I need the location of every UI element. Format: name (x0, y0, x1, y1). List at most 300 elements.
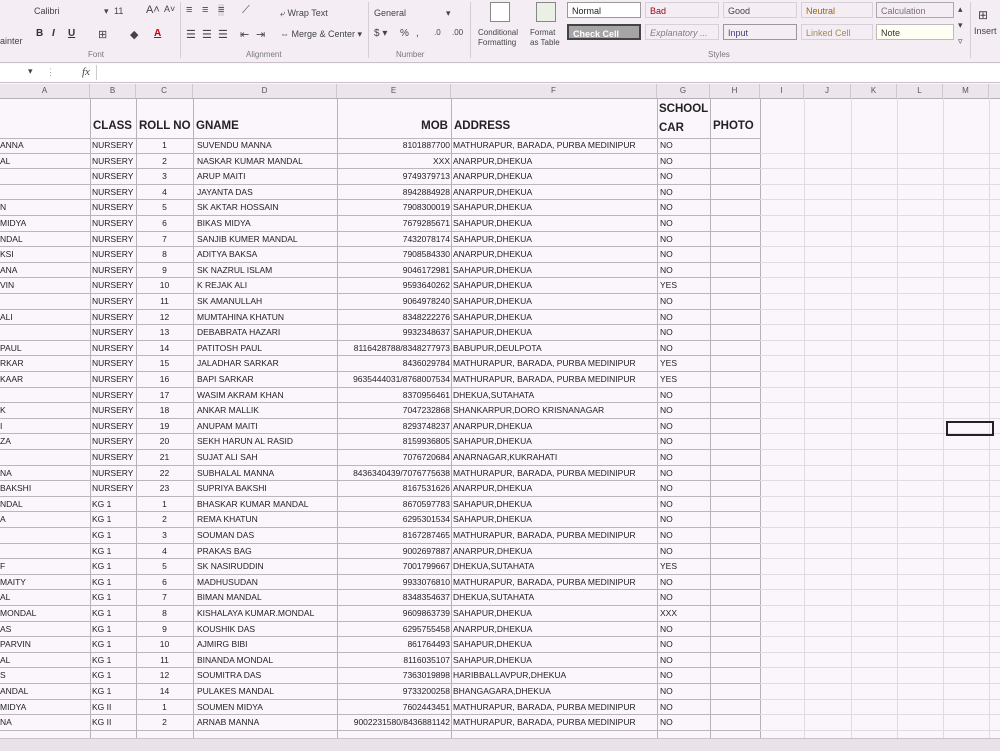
cell-class[interactable]: KG II (92, 717, 112, 728)
cell-gname[interactable]: NASKAR KUMAR MANDAL (197, 155, 303, 166)
style-bad[interactable]: Bad (645, 2, 719, 18)
fx-icon[interactable]: fx (82, 66, 90, 78)
cell-name[interactable]: MIDYA (0, 701, 27, 712)
cell-name[interactable]: PAUL (0, 342, 22, 353)
cell-school-car[interactable]: NO (660, 654, 673, 665)
style-linked-cell[interactable]: Linked Cell (801, 24, 873, 40)
cell-gname[interactable]: SK AMANULLAH (197, 296, 263, 306)
cell-gname[interactable]: REMA KHATUN (197, 514, 258, 525)
shrink-font-icon[interactable]: A˅ (164, 4, 176, 14)
cell-address[interactable]: MATHURAPUR, BARADA, PURBA MEDINIPUR (453, 530, 636, 540)
cell-address[interactable]: SAHAPUR,DHEKUA (453, 264, 532, 275)
cell-name[interactable] (0, 544, 88, 559)
percent-icon[interactable]: % (400, 28, 409, 39)
font-color-icon[interactable]: A (154, 28, 162, 39)
cell-gname[interactable]: PRAKAS BAG (197, 545, 252, 556)
cell-mob[interactable]: 7076720684 (402, 452, 450, 462)
cell-address[interactable]: MATHURAPUR, BARADA, PURBA MEDINIPUR (453, 358, 636, 369)
cell-roll-no[interactable]: 1 (162, 140, 167, 150)
cell-address[interactable]: HARIBBALLAVPUR,DHEKUA (453, 670, 567, 681)
cell-address[interactable]: SAHAPUR,DHEKUA (453, 436, 532, 447)
cell-mob[interactable]: 9635444031/8768007534 (353, 374, 450, 384)
bold-icon[interactable]: B (36, 28, 44, 39)
cell-name[interactable]: MIDYA (0, 218, 27, 228)
cell-mob[interactable]: 9064978240 (402, 296, 450, 306)
column-header-e[interactable]: E (337, 84, 451, 98)
cell-address[interactable]: BHANGAGARA,DHEKUA (453, 686, 551, 696)
name-box[interactable] (0, 66, 40, 79)
cell-mob[interactable]: XXX (432, 155, 450, 166)
cell-name[interactable] (0, 185, 88, 200)
cell-mob[interactable]: 8167531626 (402, 483, 450, 494)
cell-gname[interactable]: ANUPAM MAITI (197, 420, 258, 431)
cell-gname[interactable]: JALADHAR SARKAR (197, 358, 279, 369)
font-name-select[interactable]: Calibri (34, 6, 60, 16)
cell-school-car[interactable]: NO (660, 436, 673, 447)
cell-school-car[interactable]: NO (660, 467, 673, 478)
align-right-icon[interactable]: ☰ (218, 29, 228, 41)
cell-name[interactable]: RKAR (0, 358, 24, 369)
cell-name[interactable] (0, 388, 88, 403)
header-mob[interactable]: MOB (421, 120, 448, 132)
cell-name[interactable]: S (0, 670, 6, 681)
cell-roll-no[interactable]: 22 (159, 467, 170, 478)
cell-address[interactable]: ANARPUR,DHEKUA (453, 545, 533, 556)
cell-address[interactable]: SAHAPUR,DHEKUA (453, 498, 532, 509)
increase-decimal-icon[interactable]: .0 (434, 28, 441, 37)
decrease-indent-icon[interactable]: ⇤ (240, 29, 250, 41)
cell-mob[interactable]: 9749379713 (402, 171, 450, 182)
cell-mob[interactable]: 8348222276 (402, 311, 450, 322)
fill-color-icon[interactable]: ◆ (130, 29, 139, 41)
cell-address[interactable]: ANARPUR,DHEKUA (453, 186, 533, 197)
cell-school-car[interactable]: NO (660, 405, 673, 416)
cell-school-car[interactable]: YES (660, 374, 678, 384)
cell-name[interactable]: KAAR (0, 374, 24, 384)
cell-roll-no[interactable]: 9 (162, 623, 167, 634)
column-header-b[interactable]: B (90, 84, 136, 98)
column-header-d[interactable]: D (193, 84, 337, 98)
cell-address[interactable]: DHEKUA,SUTAHATA (453, 561, 535, 572)
cell-school-car[interactable]: NO (660, 639, 673, 650)
horizontal-scrollbar[interactable] (0, 738, 1000, 751)
cell-address[interactable]: ANARPUR,DHEKUA (453, 483, 533, 494)
cell-class[interactable]: KG 1 (92, 608, 112, 618)
header-address[interactable]: ADDRESS (454, 120, 511, 132)
cell-school-car[interactable]: NO (660, 483, 673, 494)
cell-address[interactable]: SAHAPUR,DHEKUA (453, 608, 532, 618)
cell-class[interactable]: NURSERY (92, 358, 134, 369)
merge-center-button[interactable]: ⇔ Merge & Center ▾ (280, 29, 363, 39)
header-photo[interactable]: PHOTO (713, 120, 754, 132)
column-header-m[interactable]: M (943, 84, 989, 98)
cell-school-car[interactable]: NO (660, 155, 673, 166)
cell-name[interactable]: BAKSHI (0, 483, 32, 494)
cell-name[interactable] (0, 294, 88, 309)
cell-gname[interactable]: SUVENDU MANNA (197, 140, 272, 150)
cell-roll-no[interactable]: 14 (159, 686, 170, 696)
cell-address[interactable]: SHANKARPUR,DORO KRISNANAGAR (453, 405, 605, 416)
cell-roll-no[interactable]: 21 (159, 452, 170, 462)
cell-name[interactable]: F (0, 561, 6, 572)
italic-icon[interactable]: I (52, 28, 55, 39)
cell-address[interactable]: ANARPUR,DHEKUA (453, 171, 533, 182)
cell-gname[interactable]: SK AKTAR HOSSAIN (197, 202, 279, 213)
column-header-c[interactable]: C (136, 84, 193, 98)
cell-class[interactable]: NURSERY (92, 218, 134, 228)
cell-class[interactable]: NURSERY (92, 483, 134, 494)
cell-roll-no[interactable]: 10 (159, 639, 170, 650)
cell-gname[interactable]: MADHUSUDAN (197, 576, 258, 587)
cell-roll-no[interactable]: 13 (159, 327, 170, 338)
cell-gname[interactable]: SOUMEN MIDYA (197, 701, 263, 712)
cell-address[interactable]: MATHURAPUR, BARADA, PURBA MEDINIPUR (453, 717, 636, 728)
align-top-icon[interactable]: ≡ (186, 4, 193, 16)
cell-roll-no[interactable]: 17 (159, 389, 170, 400)
cell-school-car[interactable]: NO (660, 202, 673, 213)
cell-class[interactable]: NURSERY (92, 389, 134, 400)
cell-address[interactable]: ANARPUR,DHEKUA (453, 155, 533, 166)
cell-name[interactable]: N (0, 202, 7, 213)
column-header-i[interactable]: I (760, 84, 804, 98)
column-header-g[interactable]: G (657, 84, 710, 98)
cell-mob[interactable]: 7047232868 (402, 405, 450, 416)
currency-icon[interactable]: $ ▾ (374, 28, 388, 39)
cell-roll-no[interactable]: 2 (162, 717, 167, 728)
cell-address[interactable]: ANARPUR,DHEKUA (453, 249, 533, 260)
cell-mob[interactable]: 8116035107 (403, 654, 450, 665)
cell-school-car[interactable]: YES (660, 358, 678, 369)
cell-address[interactable]: ANARNAGAR,KUKRAHATI (453, 452, 558, 462)
cell-gname[interactable]: SK NAZRUL ISLAM (197, 264, 273, 275)
font-size-select[interactable]: 11 (114, 6, 124, 16)
cell-class[interactable]: KG 1 (92, 686, 112, 696)
cell-class[interactable]: KG II (92, 701, 112, 712)
cell-mob[interactable]: 7001799667 (402, 561, 450, 572)
cell-address[interactable]: SAHAPUR,DHEKUA (453, 202, 532, 213)
cell-address[interactable]: MATHURAPUR, BARADA, PURBA MEDINIPUR (453, 467, 636, 478)
cell-school-car[interactable]: NO (660, 233, 673, 244)
borders-icon[interactable]: ⊞ (98, 29, 108, 41)
cell-name[interactable] (0, 450, 88, 465)
cell-roll-no[interactable]: 7 (162, 592, 167, 603)
cell-gname[interactable]: ANKAR MALLIK (197, 405, 259, 416)
cell-address[interactable]: SAHAPUR,DHEKUA (453, 218, 532, 228)
cell-name[interactable] (0, 325, 88, 340)
header-class[interactable]: CLASS (93, 120, 132, 132)
formula-input[interactable] (96, 65, 997, 80)
cell-address[interactable]: SAHAPUR,DHEKUA (453, 296, 532, 306)
cell-roll-no[interactable]: 9 (162, 264, 167, 275)
cell-gname[interactable]: JAYANTA DAS (197, 186, 253, 197)
cell-roll-no[interactable]: 23 (159, 483, 170, 494)
cell-school-car[interactable]: NO (660, 514, 673, 525)
cell-gname[interactable]: AJMIRG BIBI (197, 639, 248, 650)
column-header-j[interactable]: J (804, 84, 851, 98)
style-note[interactable]: Note (876, 24, 954, 40)
cell-school-car[interactable]: YES (660, 561, 678, 572)
cell-gname[interactable]: ADITYA BAKSA (197, 249, 258, 260)
cell-gname[interactable]: SOUMAN DAS (197, 530, 255, 540)
cell-gname[interactable]: SUJAT ALI SAH (197, 452, 258, 462)
cell-address[interactable]: MATHURAPUR, BARADA, PURBA MEDINIPUR (453, 576, 636, 587)
cell-mob[interactable]: 8436340439/7076775638 (353, 467, 450, 478)
cell-mob[interactable]: 9609863739 (402, 608, 450, 618)
cell-name[interactable]: ANNA (0, 140, 24, 150)
style-calculation[interactable]: Calculation (876, 2, 954, 18)
cell-address[interactable]: MATHURAPUR, BARADA, PURBA MEDINIPUR (453, 701, 636, 712)
cell-class[interactable]: NURSERY (92, 233, 134, 244)
cell-mob[interactable]: 7679285671 (402, 218, 450, 228)
cell-class[interactable]: KG 1 (92, 623, 112, 634)
cell-address[interactable]: BABUPUR,DEULPOTA (453, 342, 542, 353)
cell-roll-no[interactable]: 5 (162, 561, 167, 572)
cell-name[interactable]: AL (0, 155, 11, 166)
chevron-down-icon[interactable]: ▾ (446, 8, 451, 18)
cell-school-car[interactable]: NO (660, 171, 673, 182)
cell-mob[interactable]: 8348354637 (402, 592, 450, 603)
cell-name[interactable]: NA (0, 717, 12, 728)
cell-school-car[interactable]: XXX (660, 608, 678, 618)
cell-school-car[interactable]: NO (660, 186, 673, 197)
cell-name[interactable]: ALI (0, 311, 13, 322)
header-roll-no[interactable]: ROLL NO (139, 120, 191, 132)
cell-gname[interactable]: BIKAS MIDYA (197, 218, 251, 228)
cell-school-car[interactable]: NO (660, 389, 673, 400)
cell-class[interactable]: NURSERY (92, 155, 134, 166)
cell-address[interactable]: MATHURAPUR, BARADA, PURBA MEDINIPUR (453, 140, 636, 150)
cell-class[interactable]: NURSERY (92, 436, 134, 447)
cell-school-car[interactable]: NO (660, 498, 673, 509)
chevron-down-icon[interactable]: ▾ (104, 6, 109, 16)
cell-mob[interactable]: 7432078174 (402, 233, 450, 244)
cell-school-car[interactable]: NO (660, 452, 673, 462)
cell-name[interactable]: NDAL (0, 233, 23, 244)
cell-class[interactable]: KG 1 (92, 514, 112, 525)
align-center-icon[interactable]: ☰ (202, 29, 212, 41)
cell-mob[interactable]: 8670597783 (402, 498, 450, 509)
cell-gname[interactable]: SUPRIYA BAKSHI (197, 483, 267, 494)
cell-school-car[interactable]: NO (660, 530, 673, 540)
cell-name[interactable]: MAITY (0, 576, 26, 587)
cell-mob[interactable]: 6295301534 (402, 514, 450, 525)
cell-mob[interactable]: 8436029784 (402, 358, 450, 369)
grow-font-icon[interactable]: A˄ (146, 4, 160, 16)
cell-name[interactable]: AL (0, 592, 11, 603)
cell-school-car[interactable]: NO (660, 311, 673, 322)
cell-roll-no[interactable]: 19 (159, 420, 170, 431)
cell-school-car[interactable]: NO (660, 264, 673, 275)
cell-class[interactable]: NURSERY (92, 327, 134, 338)
cell-school-car[interactable]: NO (660, 670, 673, 681)
cell-gname[interactable]: BIMAN MANDAL (197, 592, 262, 603)
cell-roll-no[interactable]: 11 (160, 296, 169, 306)
cell-address[interactable]: SAHAPUR,DHEKUA (453, 311, 532, 322)
cell-mob[interactable]: 7602443451 (402, 701, 450, 712)
insert-icon[interactable]: ⊞ (978, 8, 989, 22)
wrap-text-button[interactable] (280, 8, 328, 19)
cell-gname[interactable]: BAPI SARKAR (197, 374, 254, 384)
cell-roll-no[interactable]: 6 (162, 576, 167, 587)
decrease-decimal-icon[interactable]: .00 (452, 28, 464, 37)
cell-class[interactable]: KG 1 (92, 561, 112, 572)
cell-name[interactable]: AS (0, 623, 12, 634)
cell-gname[interactable]: ARUP MAITI (197, 171, 246, 182)
cell-address[interactable]: SAHAPUR,DHEKUA (453, 639, 532, 650)
cell-name[interactable]: A (0, 514, 6, 525)
cell-class[interactable]: KG 1 (92, 592, 112, 603)
cell-roll-no[interactable]: 20 (159, 436, 170, 447)
number-format-select[interactable]: General (374, 8, 407, 18)
cell-gname[interactable]: WASIM AKRAM KHAN (197, 389, 284, 400)
cell-gname[interactable]: SOUMITRA DAS (197, 670, 262, 681)
cell-mob[interactable]: 7908300019 (402, 202, 450, 213)
cell-class[interactable]: KG 1 (92, 639, 112, 650)
cell-mob[interactable]: 7908584330 (402, 249, 450, 260)
cell-mob[interactable]: 8159936805 (402, 436, 450, 447)
cell-mob[interactable]: 9933076810 (402, 576, 450, 587)
cell-name[interactable] (0, 528, 88, 543)
cell-class[interactable]: NURSERY (92, 280, 134, 291)
cell-name[interactable]: I (0, 420, 3, 431)
cell-address[interactable]: ANARPUR,DHEKUA (453, 623, 533, 634)
cell-name[interactable]: PARVIN (0, 639, 31, 650)
insert-cells-button[interactable]: Insert (974, 26, 997, 36)
cell-gname[interactable]: BINANDA MONDAL (197, 654, 274, 665)
cell-school-car[interactable]: NO (660, 420, 673, 431)
cell-gname[interactable]: K REJAK ALI (197, 280, 248, 291)
cell-class[interactable]: NURSERY (92, 467, 134, 478)
cell-roll-no[interactable]: 14 (159, 342, 170, 353)
column-header-f[interactable]: F (451, 84, 657, 98)
cell-gname[interactable]: MUMTAHINA KHATUN (197, 311, 285, 322)
cell-mob[interactable]: 7363019898 (402, 670, 450, 681)
cell-address[interactable]: SAHAPUR,DHEKUA (453, 514, 532, 525)
cell-mob[interactable]: 8167287465 (402, 530, 450, 540)
cell-roll-no[interactable]: 12 (159, 311, 170, 322)
cell-roll-no[interactable]: 3 (162, 530, 167, 540)
column-header-h[interactable]: H (710, 84, 760, 98)
cell-name[interactable]: KSI (0, 249, 14, 260)
cell-gname[interactable]: SEKH HARUN AL RASID (197, 436, 294, 447)
cell-name[interactable] (0, 169, 88, 184)
cell-name[interactable]: ZA (0, 436, 11, 447)
align-middle-icon[interactable]: ≡ (202, 4, 209, 16)
cell-class[interactable]: NURSERY (92, 405, 134, 416)
cell-class[interactable]: NURSERY (92, 374, 134, 384)
cell-class[interactable]: KG 1 (92, 545, 112, 556)
cell-class[interactable]: NURSERY (92, 171, 134, 182)
scroll-up-icon[interactable]: ▴ (958, 4, 963, 14)
cell-class[interactable]: NURSERY (92, 202, 134, 213)
cell-mob[interactable]: 9002231580/8436881142 (353, 717, 450, 728)
cell-mob[interactable]: 9932348637 (402, 327, 450, 338)
cell-mob[interactable]: 8942884928 (402, 186, 450, 197)
cell-name[interactable]: ANA (0, 264, 18, 275)
cell-class[interactable]: NURSERY (92, 342, 134, 353)
cell-school-car[interactable]: NO (660, 545, 673, 556)
orientation-icon[interactable]: ⟋ (242, 4, 250, 16)
scroll-down-icon[interactable]: ▾ (958, 20, 963, 30)
cell-name[interactable]: VIN (0, 280, 15, 291)
cell-roll-no[interactable]: 8 (162, 608, 167, 618)
selected-cell[interactable] (946, 421, 994, 436)
cell-gname[interactable]: KISHALAYA KUMAR.MONDAL (197, 608, 315, 618)
cell-school-car[interactable]: NO (660, 249, 673, 260)
format-painter-button[interactable]: ainter (0, 36, 23, 46)
cell-roll-no[interactable]: 2 (162, 155, 167, 166)
cell-class[interactable]: NURSERY (92, 296, 134, 306)
header-gname[interactable]: GNAME (196, 120, 239, 132)
cell-class[interactable]: NURSERY (92, 420, 134, 431)
align-left-icon[interactable]: ☰ (186, 29, 196, 41)
cell-name[interactable]: K (0, 405, 6, 416)
cell-school-car[interactable]: NO (660, 717, 673, 728)
cell-roll-no[interactable]: 6 (162, 218, 167, 228)
format-as-table-button[interactable] (530, 2, 564, 52)
cell-address[interactable]: SAHAPUR,DHEKUA (453, 654, 532, 665)
cell-roll-no[interactable]: 3 (162, 171, 167, 182)
cell-roll-no[interactable]: 1 (162, 498, 167, 509)
cell-mob[interactable]: 8293748237 (402, 420, 450, 431)
cell-address[interactable]: ANARPUR,DHEKUA (453, 420, 533, 431)
cell-class[interactable]: KG 1 (92, 498, 112, 509)
cell-roll-no[interactable]: 7 (162, 233, 167, 244)
cell-class[interactable]: NURSERY (92, 264, 134, 275)
increase-indent-icon[interactable]: ⇥ (256, 29, 266, 41)
cell-name[interactable]: MONDAL (0, 608, 37, 618)
cell-school-car[interactable]: NO (660, 623, 673, 634)
cell-roll-no[interactable]: 15 (159, 358, 170, 369)
cell-address[interactable]: DHEKUA,SUTAHATA (453, 389, 535, 400)
cell-class[interactable]: NURSERY (92, 186, 134, 197)
cell-address[interactable]: MATHURAPUR, BARADA, PURBA MEDINIPUR (453, 374, 636, 384)
comma-icon[interactable]: , (416, 28, 419, 39)
cell-roll-no[interactable]: 2 (162, 514, 167, 525)
cell-roll-no[interactable]: 11 (160, 654, 169, 665)
cell-school-car[interactable]: NO (660, 218, 673, 228)
cell-class[interactable]: KG 1 (92, 576, 112, 587)
cell-roll-no[interactable]: 5 (162, 202, 167, 213)
column-header-a[interactable]: A (0, 84, 90, 98)
cell-roll-no[interactable]: 10 (159, 280, 170, 291)
cell-school-car[interactable]: NO (660, 592, 673, 603)
cell-address[interactable]: SAHAPUR,DHEKUA (453, 280, 532, 291)
cell-name[interactable]: AL (0, 654, 11, 665)
style-good[interactable]: Good (723, 2, 797, 18)
cell-class[interactable]: KG 1 (92, 654, 112, 665)
cell-class[interactable]: NURSERY (92, 452, 134, 462)
cell-gname[interactable]: SK NASIRUDDIN (197, 561, 264, 572)
more-styles-icon[interactable]: ▿ (958, 36, 963, 46)
cell-roll-no[interactable]: 8 (162, 249, 167, 260)
cell-address[interactable]: SAHAPUR,DHEKUA (453, 327, 532, 338)
style-input[interactable]: Input (723, 24, 797, 40)
cell-class[interactable]: NURSERY (92, 140, 134, 150)
cell-gname[interactable]: KOUSHIK DAS (197, 623, 256, 634)
cell-mob[interactable]: 6295755458 (402, 623, 450, 634)
spreadsheet-grid[interactable] (0, 98, 1000, 738)
header-school-car[interactable]: SCHOOL CAR (659, 103, 708, 134)
cell-school-car[interactable]: NO (660, 140, 673, 150)
style-explanatory[interactable]: Explanatory ... (645, 24, 719, 40)
cell-gname[interactable]: SANJIB KUMER MANDAL (197, 233, 298, 244)
cell-mob[interactable]: 861764493 (407, 639, 450, 650)
cell-roll-no[interactable]: 4 (162, 545, 167, 556)
cell-class[interactable]: NURSERY (92, 249, 134, 260)
cell-class[interactable]: KG 1 (92, 670, 112, 681)
align-bottom-icon[interactable]: ≡ (218, 4, 225, 16)
